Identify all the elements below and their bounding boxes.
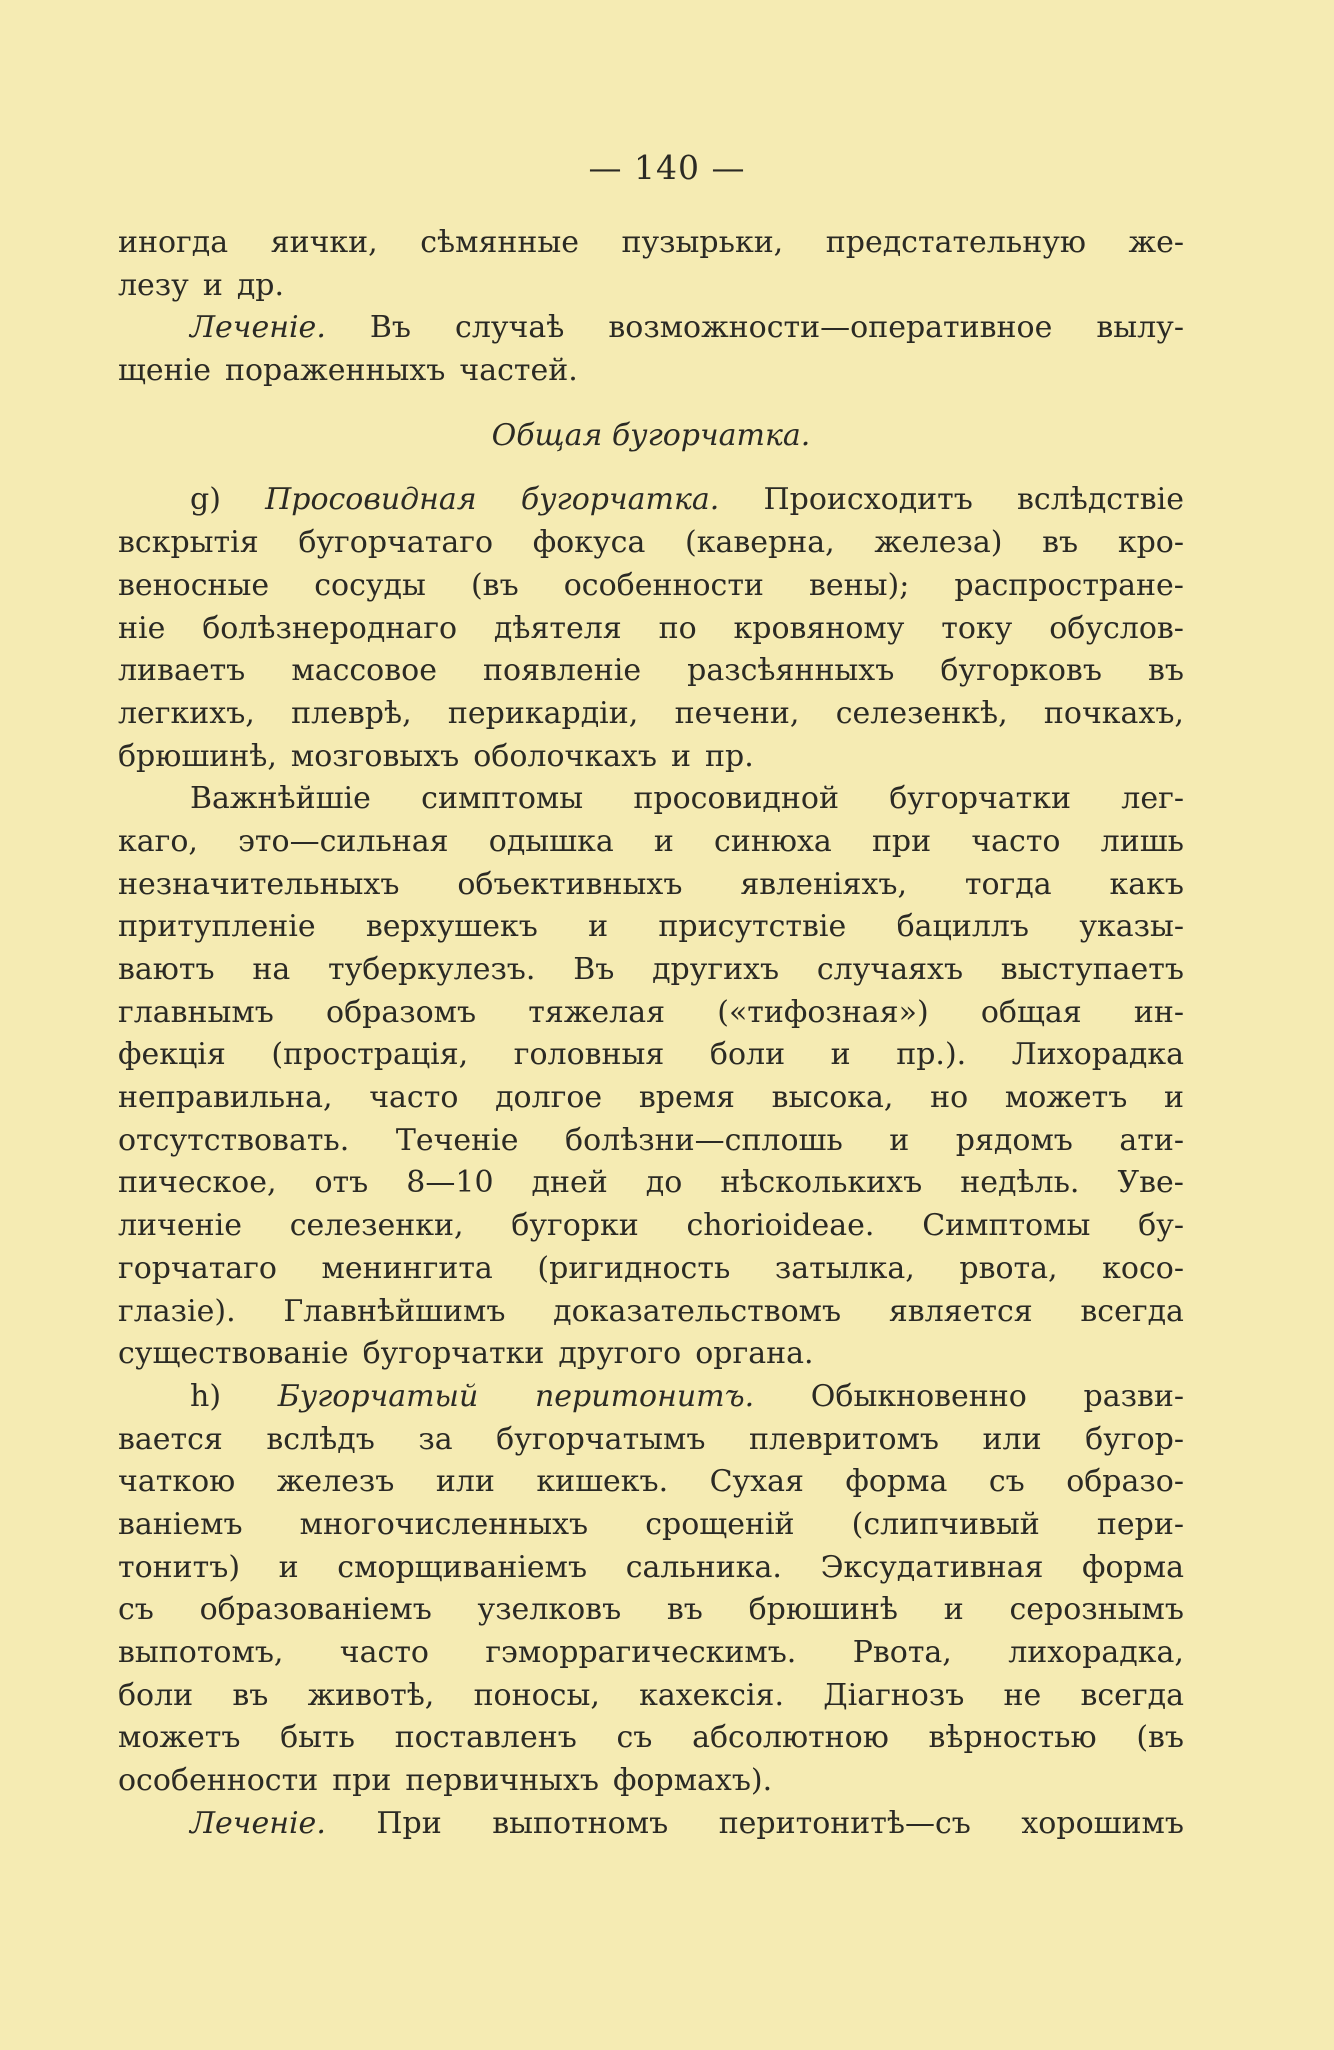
word: бугорчатымъ [496,1421,706,1457]
word: симптомы [421,781,584,817]
italic-word: Просовидная [265,482,477,518]
word: пораженныхъ [225,353,446,389]
word: и [889,1122,910,1158]
word: кишекъ. [536,1464,669,1500]
word: Діагнозъ [823,1677,965,1713]
word: пр. [705,738,754,774]
word: верхушекъ [365,909,538,945]
word: въ [1148,653,1184,689]
word: тонитъ) [118,1549,241,1585]
text-line [118,821,1184,864]
word: сморщиваніемъ [337,1549,588,1585]
word: бугорки [511,1208,639,1244]
text-line [118,222,1184,265]
word: гэморрагическимъ. [485,1635,797,1670]
word: Въ [573,952,615,987]
word: При [376,1805,442,1841]
word: (въ [1136,1720,1184,1756]
text-line [118,949,1184,992]
word: особенности [563,567,764,603]
word: недѣль. [960,1165,1080,1201]
word: Рвота, [852,1635,952,1670]
word: сальника. [625,1549,782,1585]
word: глазіе). [118,1293,236,1329]
text-line [118,992,1184,1035]
text-line [118,736,1184,779]
word: h) [190,1378,222,1414]
word: ваютъ [118,952,215,987]
text-line [118,864,1184,907]
word: почкахъ, [1043,695,1184,731]
word: g) [190,482,221,518]
word: сѣмянные [420,225,579,260]
italic-word: Леченіе. [190,1805,326,1841]
word: бу- [1138,1208,1184,1244]
word: и [588,909,609,945]
word: ваніемъ [118,1506,243,1542]
word: (ригидность [537,1250,731,1286]
word: часто [369,1080,459,1116]
word: косо- [1102,1250,1184,1286]
word: на [252,952,291,987]
text-line [118,1120,1184,1163]
word: (слипчивый [851,1506,1040,1542]
word: въ [1042,525,1079,561]
text-line [118,650,1184,693]
word: дней [531,1165,608,1201]
word: лихорадка, [1008,1635,1184,1670]
word: отсутствовать. [118,1122,350,1158]
word: бугорчатки [889,781,1072,817]
word: брюшинѣ [748,1592,898,1628]
word: вскрытія [118,525,259,561]
word: (прострація, [271,1037,469,1073]
word: железа) [874,525,1003,561]
text-line [118,1632,1184,1675]
word: абсолютною [692,1720,889,1756]
word: часто [339,1635,429,1670]
word: перитонитѣ—съ [718,1805,971,1841]
word: форма [1082,1549,1184,1585]
word: или [435,1464,495,1500]
word: при [871,823,932,859]
word: Симптомы [922,1208,1091,1244]
word: бугор- [1085,1421,1184,1457]
word: время [638,1080,735,1116]
word: лег- [1121,781,1184,817]
word: току [941,610,1013,646]
word: высока, [771,1080,894,1116]
word: какъ [1109,866,1184,902]
text-line [118,479,1184,522]
text-line [118,1419,1184,1462]
word: брюшинѣ, [118,738,277,774]
word: особенности [118,1763,319,1799]
word: объективныхъ [457,866,683,902]
italic-word: бугорчатка. [520,482,720,518]
word: но [930,1080,969,1116]
word: бугорковъ [940,653,1102,689]
word: болѣзнероднаго [202,610,457,646]
page-number: — 140 — [588,148,746,187]
word: и [653,823,674,859]
word: до [645,1165,683,1201]
word: боли [118,1677,194,1713]
word: возможности—оперативное [608,310,1053,346]
word: Сухая [709,1464,804,1500]
word: пическое, [118,1165,277,1201]
text-line [118,1760,1184,1803]
word: появленіе [483,653,642,689]
word: образованіемъ [199,1592,432,1628]
word: вслѣдствіе [1017,482,1184,518]
word: каго, [118,823,198,859]
word: Въ [369,310,412,346]
word: можетъ [118,1720,241,1756]
word: частей. [459,353,578,389]
word: синюха [714,823,832,859]
text-line [118,307,1184,350]
word: выпотномъ [492,1805,669,1841]
word: въ [666,1592,703,1628]
word: въ [232,1677,269,1713]
word: поносы, [473,1677,600,1713]
word: менингита [321,1250,493,1286]
word: селезенки, [289,1208,464,1244]
word: затылка, [774,1250,915,1286]
text-line [118,1077,1184,1120]
word: притупленіе [118,909,316,945]
word: вылу- [1096,310,1184,346]
word: образомъ [326,994,477,1030]
word: органа. [695,1336,814,1372]
word: chorioideae. [686,1208,875,1244]
word: пери- [1096,1506,1184,1542]
text-line [118,906,1184,949]
word: щеніе [118,353,211,389]
text-line [118,522,1184,565]
word: фекція [118,1037,226,1073]
word: разсѣянныхъ [687,653,895,689]
word: ніе [118,610,166,646]
word: хорошимъ [1021,1805,1184,1841]
text-line [118,1717,1184,1760]
word: личеніе [118,1208,242,1244]
word: по [658,610,697,646]
word: всегда [1080,1677,1184,1713]
word: оболочкахъ [473,738,657,774]
word: печени, [674,695,800,731]
text-line [118,1589,1184,1632]
word: тяжелая [528,994,666,1030]
text-line [118,1333,1184,1376]
word: срощеній [645,1506,795,1542]
word: кровяному [733,610,905,646]
word: вается [118,1421,223,1457]
word: и [943,1592,964,1628]
word: чаткою [118,1464,236,1500]
italic-word: Бугорчатый [277,1378,479,1414]
word: сосуды [314,567,426,603]
word: случаѣ [455,310,565,346]
word: и [830,1037,851,1073]
word: ливаетъ [118,653,246,689]
text-line [118,1034,1184,1077]
word: и [278,1549,299,1585]
word: Эксудативная [820,1549,1044,1585]
word: формахъ). [612,1763,773,1799]
word: бугорчатаго [298,525,494,561]
word: иногда [118,225,229,260]
word: неправильна, [118,1080,333,1116]
word: рядомъ [955,1122,1073,1158]
word: первичныхъ [405,1763,599,1799]
text-line [118,1675,1184,1718]
word: ин- [1133,994,1184,1030]
word: Лихорадка [1011,1037,1184,1073]
word: другихъ [652,952,780,987]
word: Главнѣйшимъ [283,1293,506,1329]
word: съ [616,1720,653,1756]
word: пр.). [896,1037,967,1073]
text-line [118,1376,1184,1419]
text-line [118,265,1184,308]
text-line [118,1547,1184,1590]
text-line [118,1205,1184,1248]
word: фокуса [532,525,646,561]
word: не [1003,1677,1042,1713]
word: присутствіе [658,909,847,945]
word: многочисленныхъ [299,1506,589,1542]
word: другого [558,1336,682,1372]
word: Теченіе [395,1122,519,1158]
word: вены); [809,567,910,603]
word: форма [845,1464,948,1500]
word: рвота, [959,1250,1058,1286]
word: обуслов- [1049,610,1184,646]
word: веносные [118,567,270,603]
word: селезенкѣ, [835,695,1008,731]
word: быть [280,1720,355,1756]
word: др. [236,267,285,303]
word: и [671,738,691,774]
word: головныя [513,1037,665,1073]
word: узелковъ [477,1592,622,1628]
text-line [118,1162,1184,1205]
word: Уве- [1117,1165,1184,1201]
body-text [118,222,1184,1845]
word: часто [971,823,1061,859]
italic-word: Общая бугорчатка. [491,417,811,453]
word: главнымъ [118,994,274,1030]
word: массовое [291,653,437,689]
text-line [118,1461,1184,1504]
word: животѣ, [307,1677,435,1713]
word: лезу [118,267,189,303]
word: общая [980,994,1082,1030]
word: распростране- [954,567,1184,603]
word: явленіяхъ, [740,866,907,902]
word: Происходитъ [763,482,973,518]
word: мозговыхъ [290,738,460,774]
word: долгое [495,1080,603,1116]
word: это—сильная [238,823,449,859]
word: (каверна, [685,525,835,561]
word: образо- [1066,1464,1184,1500]
italic-word: перитонитъ. [534,1378,755,1414]
word: перикардіи, [447,695,639,731]
text-line [118,693,1184,736]
word: предстательную [825,225,1086,260]
word: легкихъ, [118,695,255,731]
word: яички, [270,225,378,260]
word: и [202,267,223,303]
word: поставленъ [394,1720,577,1756]
word: плевритомъ [749,1421,939,1457]
text-line [118,1291,1184,1334]
word: пузырьки, [621,225,784,260]
word: горчатаго [118,1250,277,1286]
word: кахексія. [639,1677,785,1713]
word: («тифозная») [717,994,929,1030]
text-line [118,608,1184,651]
word: выступаетъ [1000,952,1184,987]
text-line [118,1803,1184,1846]
word: нѣсколькихъ [720,1165,923,1201]
word: (въ [470,567,519,603]
word: доказательствомъ [553,1293,842,1329]
text-line [118,1504,1184,1547]
word: 8—10 [406,1165,494,1201]
word: лишь [1100,823,1184,859]
word: разви- [1083,1378,1184,1414]
word: кро- [1117,525,1184,561]
word: случаяхъ [816,952,964,987]
word: ати- [1119,1122,1184,1158]
text-line [118,1248,1184,1291]
text-line [118,350,1184,393]
word: при [332,1763,392,1799]
word: болѣзни—сплошь [565,1122,843,1158]
word: боли [709,1037,786,1073]
word: бугорчатки [362,1336,545,1372]
text-line [118,778,1184,821]
word: всегда [1080,1293,1184,1329]
italic-word: Леченіе. [190,310,326,346]
word: просовидной [633,781,839,817]
text-line [118,565,1184,608]
word: указы- [1079,909,1184,945]
word: Важнѣйшіе [190,781,371,817]
word: за [418,1421,453,1457]
word: одышка [488,823,614,859]
word: съ [988,1464,1025,1500]
word: плеврѣ, [291,695,412,731]
word: вслѣдъ [266,1421,375,1457]
word: незначительныхъ [118,866,400,902]
word: туберкулезъ. [327,952,536,987]
word: бациллъ [896,909,1030,945]
word: выпотомъ, [118,1635,284,1670]
word: существованіе [118,1336,349,1372]
word: дѣятеля [493,610,622,646]
word: и [1163,1080,1184,1116]
word: можетъ [1004,1080,1128,1116]
word: отъ [314,1165,369,1201]
word: вѣрностью [928,1720,1097,1756]
word: или [982,1421,1042,1457]
word: съ [118,1592,154,1628]
word: же- [1128,225,1184,260]
word: является [888,1293,1033,1329]
word: тогда [964,866,1052,902]
word: серознымъ [1009,1592,1184,1628]
word: Обыкновенно [810,1378,1027,1414]
section-heading [118,415,1184,458]
word: железъ [276,1464,395,1500]
